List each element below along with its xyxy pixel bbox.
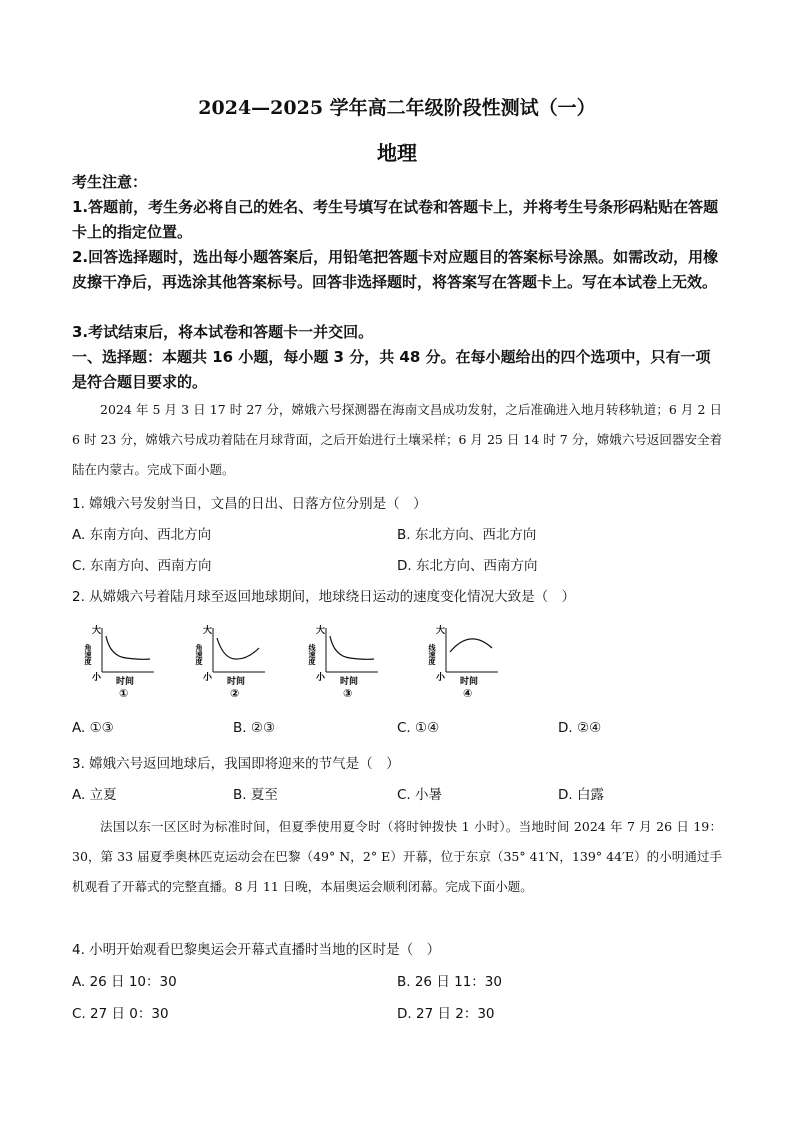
question-2-option-c[interactable]: C. ①④ <box>397 720 440 736</box>
question-4-option-b[interactable]: B. 26 日 11：30 <box>397 974 502 990</box>
graph-2-bottom-label: 小 <box>203 673 213 683</box>
question-3-option-a[interactable]: A. 立夏 <box>72 787 117 803</box>
notice-item-3: 3.考试结束后，将本试卷和答题卡一并交回。 <box>72 323 374 341</box>
notice-heading: 考生注意： <box>72 173 148 191</box>
question-3-option-d[interactable]: D. 白露 <box>558 787 604 803</box>
question-2-option-a[interactable]: A. ①③ <box>72 720 114 736</box>
velocity-graph-2 <box>197 622 287 702</box>
question-2-option-b[interactable]: B. ②③ <box>233 720 276 736</box>
graph-1-ylabel: 角速度 <box>84 644 92 665</box>
graph-3-bottom-label: 小 <box>316 673 326 683</box>
passage-2: 法国以东一区区时为标准时间，但夏季使用夏令时（将时钟拨快 1 小时）。当地时间 2024 年 7 月 26 日 19：30，第 33 届夏季奥林匹克运动会在巴黎（49° N，2° E）开幕，位于东京（35° 41′N，139° 44′E）的小明通过手机观看了开幕式的完整直播。8 月 11 日晚，本届奥运会顺利闭幕。完成下面小题。 <box>72 819 722 894</box>
question-2-stem: 2. 从嫦娥六号着陆月球至返回地球期间，地球绕日运动的速度变化情况大致是（ ） <box>72 589 576 605</box>
question-4-stem: 4. 小明开始观看巴黎奥运会开幕式直播时当地的区时是（ ） <box>72 942 441 958</box>
graph-4-ylabel: 线速度 <box>428 644 436 665</box>
graph-4-top-label: 大 <box>436 626 446 636</box>
graph-4-curve <box>450 639 492 652</box>
graph-1-number: ① <box>119 687 129 700</box>
graph-2-xlabel: 时间 <box>227 677 246 687</box>
section-heading: 一、选择题：本题共 16 小题，每小题 3 分，共 48 分。在每小题给出的四个选项中，只有一项是符合题目要求的。 <box>72 348 711 391</box>
graph-2-ylabel: 角速度 <box>195 644 203 665</box>
question-3-stem: 3. 嫦娥六号返回地球后，我国即将迎来的节气是（ ） <box>72 756 400 772</box>
question-3-option-c[interactable]: C. 小暑 <box>397 787 443 803</box>
graph-2-top-label: 大 <box>203 626 213 636</box>
graph-4-xlabel: 时间 <box>460 677 479 687</box>
question-4-option-d[interactable]: D. 27 日 2：30 <box>397 1006 495 1022</box>
question-1-option-d[interactable]: D. 东北方向、西南方向 <box>397 558 538 574</box>
graph-3-number: ③ <box>343 687 353 700</box>
graph-2-curve <box>217 638 259 659</box>
passage-1: 2024 年 5 月 3 日 17 时 27 分，嫦娥六号探测器在海南文昌成功发射，之后准确进入地月转移轨道；6 月 2 日 6 时 23 分，嫦娥六号成功着陆在月球背面，之后开始进行土壤采样；6 月 25 日 14 时 7 分，嫦娥六号返回器安全着陆在内蒙古。完成下面小题。 <box>72 402 722 477</box>
question-4-option-c[interactable]: C. 27 日 0：30 <box>72 1006 169 1022</box>
graph-1-curve <box>106 636 150 659</box>
graph-1-top-label: 大 <box>92 626 102 636</box>
velocity-graph-3 <box>310 622 400 702</box>
graph-2-number: ② <box>230 687 240 700</box>
question-1-option-b[interactable]: B. 东北方向、西北方向 <box>397 527 537 543</box>
graph-3-curve <box>330 636 374 659</box>
graph-1-bottom-label: 小 <box>92 673 102 683</box>
exam-title: 2024—2025 学年高二年级阶段性测试（一） <box>198 97 596 119</box>
question-2-option-d[interactable]: D. ②④ <box>558 720 602 736</box>
question-1-option-c[interactable]: C. 东南方向、西南方向 <box>72 558 212 574</box>
question-4-option-a[interactable]: A. 26 日 10：30 <box>72 974 177 990</box>
graph-4-number: ④ <box>463 687 473 700</box>
velocity-graph-4 <box>430 622 520 702</box>
question-1-stem: 1. 嫦娥六号发射当日，文昌的日出、日落方位分别是（ ） <box>72 496 427 512</box>
subject-title: 地理 <box>377 141 417 165</box>
graph-1-xlabel: 时间 <box>116 677 135 687</box>
question-1-option-a[interactable]: A. 东南方向、西北方向 <box>72 527 212 543</box>
velocity-graph-1 <box>86 622 176 702</box>
graph-3-top-label: 大 <box>316 626 326 636</box>
notice-item-1: 1.答题前，考生务必将自己的姓名、考生号填写在试卷和答题卡上，并将考生号条形码粘贴在答题卡上的指定位置。 <box>72 198 719 241</box>
graph-4-bottom-label: 小 <box>436 673 446 683</box>
notice-item-2: 2.回答选择题时，选出每小题答案后，用铅笔把答题卡对应题目的答案标号涂黑。如需改动，用橡皮擦干净后，再选涂其他答案标号。回答非选择题时，将答案写在答题卡上。写在本试卷上无效。 <box>72 248 719 291</box>
question-3-option-b[interactable]: B. 夏至 <box>233 787 278 803</box>
graph-3-ylabel: 线速度 <box>308 644 316 665</box>
graph-3-xlabel: 时间 <box>340 677 359 687</box>
